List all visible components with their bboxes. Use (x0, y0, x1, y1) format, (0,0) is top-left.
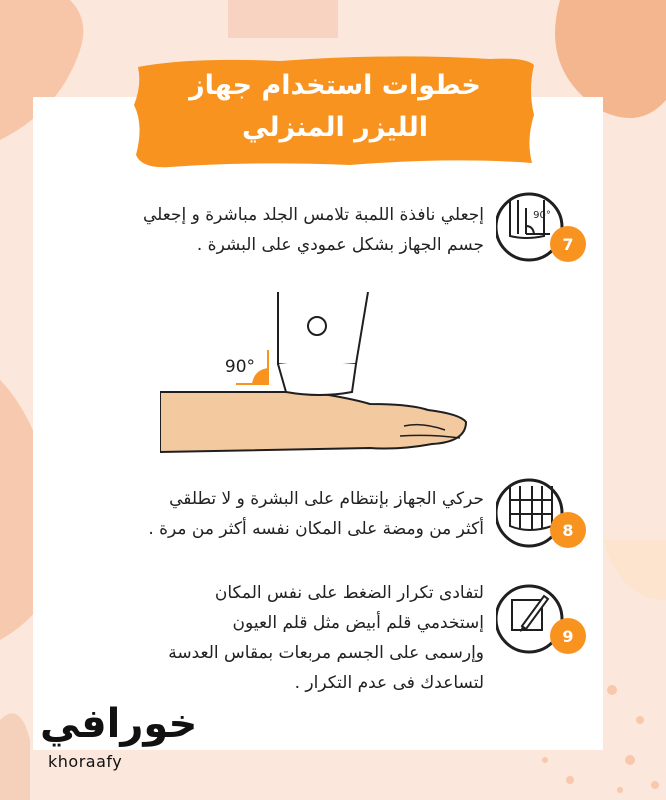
step-7-badge (496, 188, 596, 270)
device-button-icon (308, 317, 326, 335)
step-9-line-4: لتساعدك فى عدم التكرار . (294, 673, 484, 693)
arm-shape (160, 392, 466, 452)
step-7-number: 7 (562, 235, 574, 254)
bg-rect-top (228, 0, 338, 38)
logo-arabic: خورافي (40, 701, 198, 747)
title-line-2: الليزر المنزلي (242, 112, 428, 143)
title-line-1: خطوات استخدام جهاز (189, 70, 481, 101)
step-7-line-2: جسم الجهاز بشكل عمودي على البشرة . (196, 235, 484, 255)
step-8-text (60, 484, 484, 544)
step-9-text (60, 578, 484, 698)
step-7-line-1: إجعلي نافذة اللمبة تلامس الجلد مباشرة و إجعلي (143, 205, 484, 225)
title-banner (130, 45, 540, 175)
page-title (130, 65, 540, 149)
step-9-line-1: لتفادى تكرار الضغط على نفس المكان (214, 583, 484, 603)
device-head (278, 364, 356, 395)
step-9-number: 9 (562, 627, 574, 646)
angle-label: 90° (224, 357, 256, 377)
device-on-arm-illustration (160, 292, 480, 457)
step-9-line-3: وإرسمى على الجسم مربعات بمقاس العدسة (168, 643, 484, 663)
step-8-number: 8 (562, 521, 574, 540)
angle-90-label: 90° (533, 210, 551, 221)
step-8-badge (496, 474, 596, 556)
step-8-line-2: أكثر من ومضة على المكان نفسه أكثر من مرة . (148, 519, 484, 539)
step-9-badge (496, 580, 596, 662)
logo-english: khoraafy (48, 752, 123, 771)
bg-blob-bottom-left (0, 713, 30, 800)
step-8-line-1: حركي الجهاز بإنتظام على البشرة و لا تطلقي (169, 489, 484, 509)
step-9-line-2: إستخدمي قلم أبيض مثل قلم العيون (232, 613, 484, 633)
brand-logo (40, 700, 210, 780)
step-7-text (60, 200, 484, 260)
